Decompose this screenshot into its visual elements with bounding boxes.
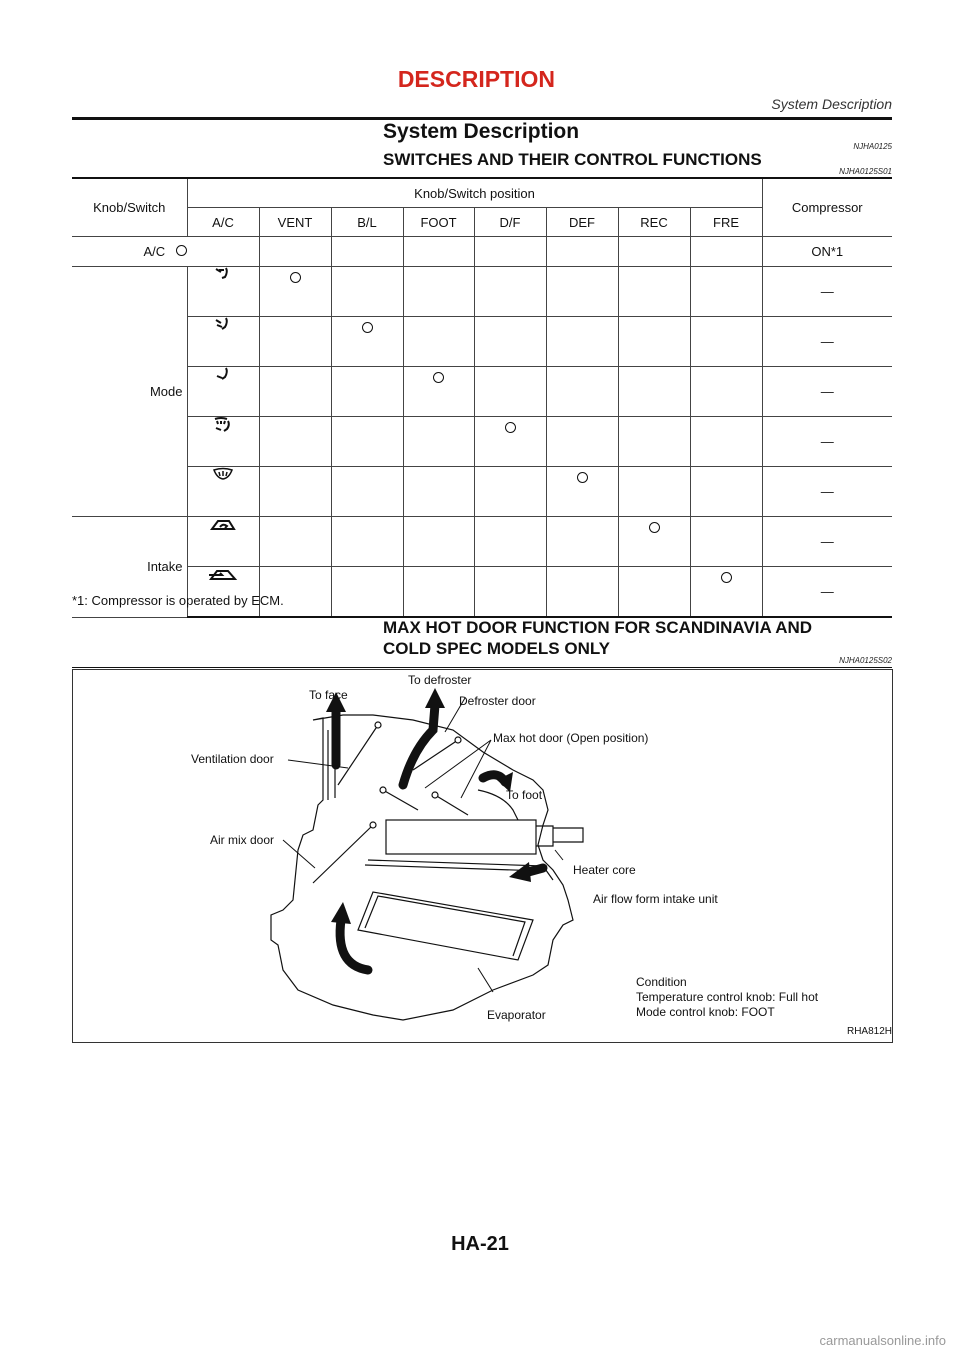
table-row [72,267,892,317]
active-mark [505,422,516,433]
header-pos-rec: REC [618,208,690,237]
figure-code: RHA812H [846,1026,892,1037]
header-pos-ac: A/C [187,208,259,237]
header-title: DESCRIPTION [397,66,555,92]
subsection-code: NJHA0125S01 [839,167,892,176]
label-ventilation-door: Ventilation door [191,752,274,766]
hvac-diagram [72,669,893,1043]
condition-block: Condition Temperature control knob: Full hot Mode control knob: FOOT [636,975,819,1019]
switch-function-table [72,179,892,618]
active-mark [577,472,588,483]
header-pos-fre: FRE [690,208,762,237]
compressor-ac: ON*1 [762,237,892,267]
header-knob-switch: Knob/Switch [72,179,187,237]
compressor-cell: — [762,567,892,618]
header-pos-vent: VENT [259,208,331,237]
figure-top-rule [72,667,892,668]
table-row [72,517,892,567]
mode-group-label: Mode [72,267,187,517]
watermark: carmanualsonline.info [819,1333,946,1348]
row-ac-label: A/C [72,237,259,267]
header-knob-position: Knob/Switch position [187,179,762,208]
label-max-hot-door: Max hot door (Open position) [493,731,649,745]
table-row [72,567,892,618]
label-air-flow: Air flow form intake unit [593,892,718,906]
active-mark [649,522,660,533]
table-footnote: *1: Compressor is operated by ECM. [72,593,284,608]
label-heater-core: Heater core [573,863,636,877]
subsection-title: SWITCHES AND THEIR CONTROL FUNCTIONS [383,150,762,169]
header-subtitle: System Description [771,96,892,112]
foot-defrost-mode-icon [212,417,234,433]
active-mark [721,572,732,583]
compressor-cell: — [762,467,892,517]
active-mark [176,245,187,256]
section-code: NJHA0125 [853,142,892,151]
section-title: System Description [383,120,580,143]
header-compressor: Compressor [762,179,892,237]
compressor-cell: — [762,317,892,367]
label-to-face: To face [309,688,348,702]
header-pos-def: DEF [546,208,618,237]
bilevel-mode-icon [213,317,233,331]
label-evaporator: Evaporator [487,1008,546,1022]
table-row [72,367,892,417]
recirculation-icon [209,517,237,533]
active-mark [362,322,373,333]
fresh-air-icon [208,567,238,583]
active-mark [433,372,444,383]
table-row [72,467,892,517]
compressor-cell: — [762,267,892,317]
active-mark [290,272,301,283]
foot-mode-icon [213,367,233,381]
label-to-defroster: To defroster [408,673,472,687]
compressor-cell: — [762,517,892,567]
defrost-mode-icon [212,467,234,481]
compressor-cell: — [762,367,892,417]
page-number: HA-21 [451,1233,509,1255]
label-defroster-door: Defroster door [459,694,536,708]
max-hot-title: MAX HOT DOOR FUNCTION FOR SCANDINAVIA AND COLD SPEC MODELS ONLY [383,618,813,658]
vent-mode-icon [213,267,233,281]
compressor-cell: — [762,417,892,467]
max-hot-code: NJHA0125S02 [839,656,892,665]
header-pos-bl: B/L [331,208,403,237]
table-row [72,417,892,467]
table-row [72,317,892,367]
header-pos-foot: FOOT [403,208,474,237]
label-to-foot: To foot [506,788,543,802]
label-air-mix-door: Air mix door [210,833,275,847]
table-row [72,237,892,267]
intake-group-label: Intake [72,517,187,618]
header-pos-df: D/F [474,208,546,237]
